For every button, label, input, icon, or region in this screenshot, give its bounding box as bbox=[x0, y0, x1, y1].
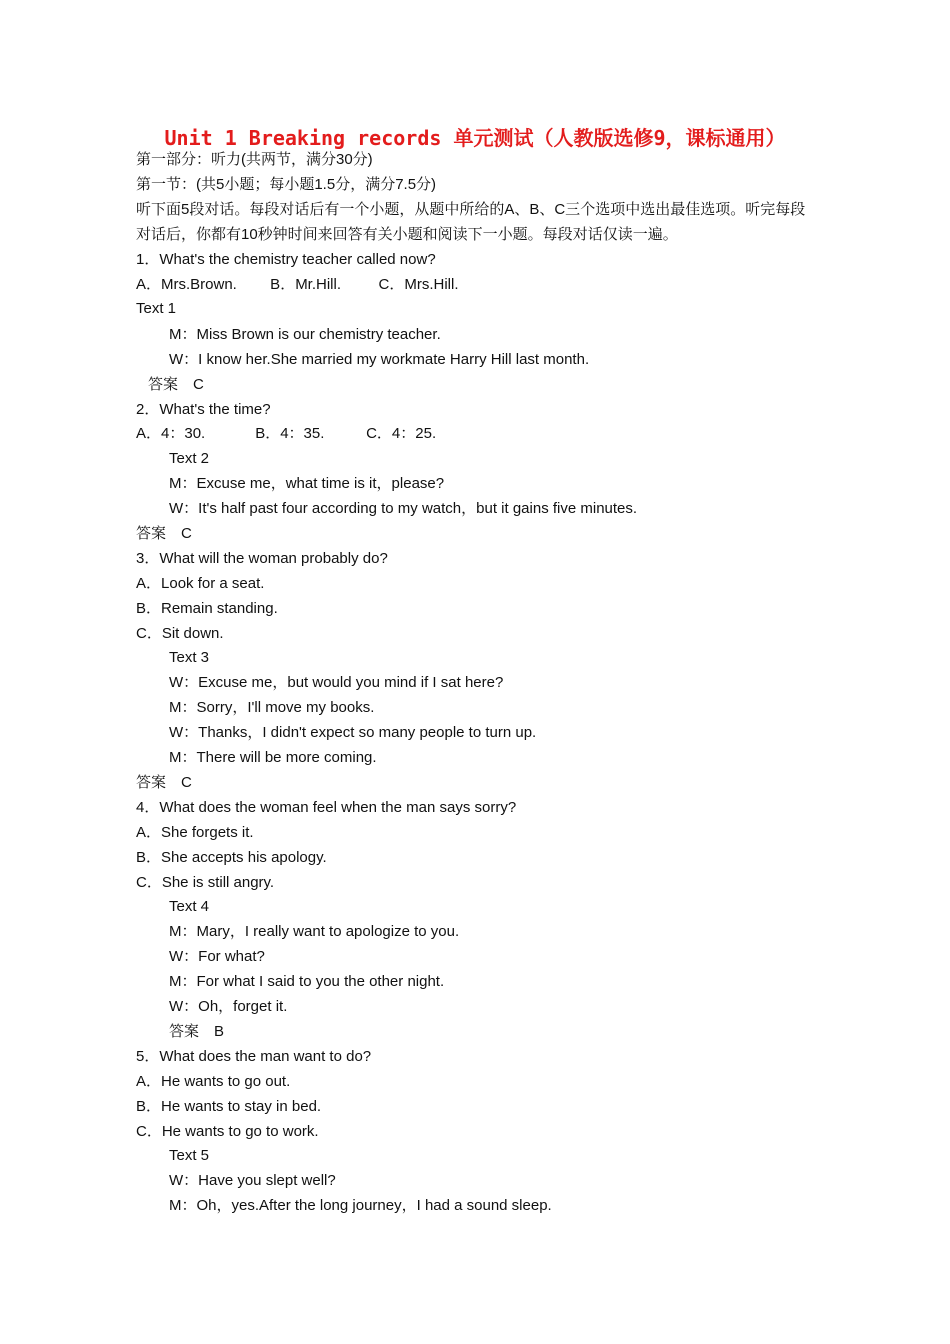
question-2-options: A．4：30. B．4：35. C．4：25. bbox=[136, 425, 437, 442]
answer-2: 答案 C bbox=[136, 525, 192, 542]
question-5-option-c: C．He wants to go to work. bbox=[136, 1123, 319, 1140]
question-2: 2．What's the time? bbox=[136, 401, 271, 418]
text-1-line-2: W：I know her.She married my workmate Harry Hill last month. bbox=[169, 351, 590, 368]
question-5-option-b: B．He wants to stay in bed. bbox=[136, 1098, 322, 1115]
question-3-option-c: C．Sit down. bbox=[136, 625, 224, 642]
text-4-line-4: W：Oh，forget it. bbox=[169, 998, 288, 1015]
text-4-line-3: M：For what I said to you the other night. bbox=[169, 973, 445, 990]
text-5-line-2: M：Oh，yes.After the long journey，I had a sound sleep. bbox=[169, 1197, 552, 1214]
text-3-line-1: W：Excuse me，but would you mind if I sat here? bbox=[169, 674, 504, 691]
question-5: 5．What does the man want to do? bbox=[136, 1048, 372, 1065]
text-4-label: Text 4 bbox=[169, 898, 210, 915]
text-2-label: Text 2 bbox=[169, 450, 210, 467]
text-4-line-1: M：Mary，I really want to apologize to you. bbox=[169, 923, 460, 940]
document-title: Unit 1 Breaking records 单元测试（人教版选修9，课标通用） bbox=[164, 126, 786, 150]
text-5-line-1: W：Have you slept well? bbox=[169, 1172, 336, 1189]
question-3-option-a: A．Look for a seat. bbox=[136, 575, 265, 592]
question-5-option-a: A．He wants to go out. bbox=[136, 1073, 291, 1090]
answer-4: 答案 B bbox=[169, 1023, 225, 1040]
question-3: 3．What will the woman probably do? bbox=[136, 550, 388, 567]
instruction-paragraph: 听下面5段对话。每段对话后有一个小题，从题中所给的A、B、C三个选项中选出最佳选项。听完每段对话后，你都有10秒钟时间来回答有关小题和阅读下一小题。每段对话仅读一遍。 bbox=[136, 201, 806, 243]
section-heading: 第一节：(共5小题；每小题1.5分，满分7.5分) bbox=[136, 176, 437, 193]
answer-1: 答案 C bbox=[148, 376, 204, 393]
question-4-option-b: B．She accepts his apology. bbox=[136, 849, 327, 866]
question-4-option-c: C．She is still angry. bbox=[136, 874, 275, 891]
question-1-options: A．Mrs.Brown. B．Mr.Hill. C．Mrs.Hill. bbox=[136, 276, 459, 293]
question-4: 4．What does the woman feel when the man says sorry? bbox=[136, 799, 517, 816]
text-5-label: Text 5 bbox=[169, 1147, 210, 1164]
question-3-option-b: B．Remain standing. bbox=[136, 600, 278, 617]
text-1-line-1: M：Miss Brown is our chemistry teacher. bbox=[169, 326, 441, 343]
answer-3: 答案 C bbox=[136, 774, 192, 791]
text-3-label: Text 3 bbox=[169, 649, 210, 666]
text-3-line-4: M：There will be more coming. bbox=[169, 749, 377, 766]
question-4-option-a: A．She forgets it. bbox=[136, 824, 254, 841]
text-3-line-3: W：Thanks，I didn't expect so many people to turn up. bbox=[169, 724, 537, 741]
question-1: 1．What's the chemistry teacher called now? bbox=[136, 251, 436, 268]
text-1-label: Text 1 bbox=[136, 300, 177, 317]
text-3-line-2: M：Sorry，I'll move my books. bbox=[169, 699, 375, 716]
part-heading: 第一部分：听力(共两节，满分30分) bbox=[136, 151, 373, 168]
text-4-line-2: W：For what? bbox=[169, 948, 265, 965]
text-2-line-2: W：It's half past four according to my watch，but it gains five minutes. bbox=[169, 500, 638, 517]
text-2-line-1: M：Excuse me，what time is it，please? bbox=[169, 475, 445, 492]
